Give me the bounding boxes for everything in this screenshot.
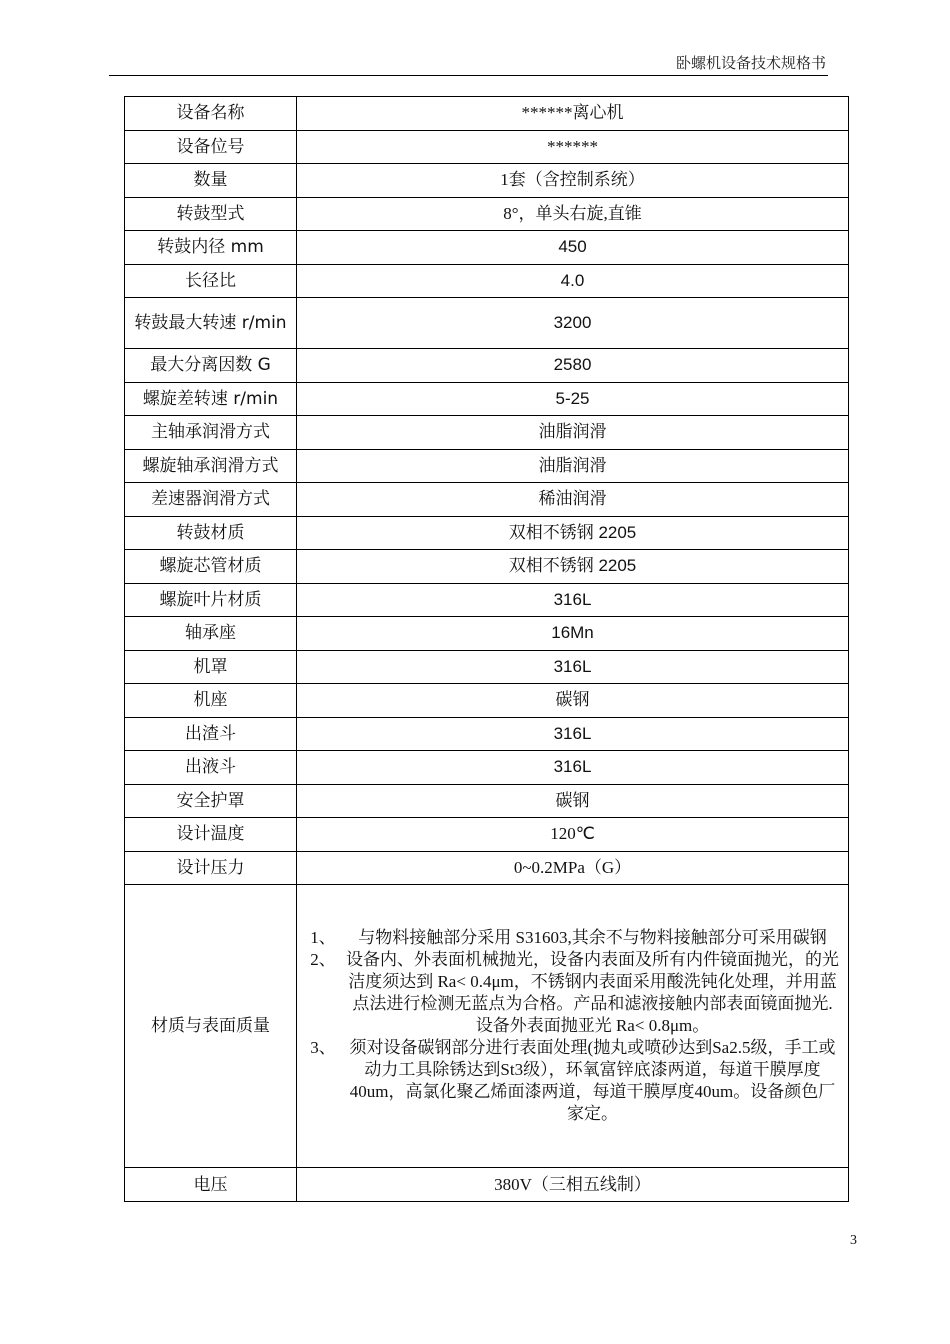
- materials-notes: [297, 885, 849, 1168]
- row-value: 0~0.2MPa（G）: [297, 851, 849, 885]
- table-row: [125, 382, 849, 416]
- table-row: [125, 197, 849, 231]
- row-value: 316L: [297, 650, 849, 684]
- row-value: 3200: [297, 298, 849, 349]
- table-row: [125, 818, 849, 852]
- document-header-title: 卧螺机设备技术规格书: [675, 54, 826, 72]
- note-item: [303, 927, 842, 949]
- row-value: 碳钢: [297, 684, 849, 718]
- table-row: [125, 449, 849, 483]
- note-text: 设备内、外表面机械抛光，设备内表面及所有内件镜面抛光，的光洁度须达到 Ra< 0.4μm，不锈钢内表面采用酸洗钝化处理，并用蓝点法进行检测无蓝点为合格。产品和滤液接触内部表面镜面抛光. 设备外表面抛亚光 Ra< 0.8μm。: [346, 950, 839, 1035]
- row-value: ******离心机: [297, 97, 849, 131]
- table-row: [125, 617, 849, 651]
- table-row: [125, 1168, 849, 1202]
- note-text: 须对设备碳钢部分进行表面处理(抛丸或喷砂达到Sa2.5级，手工或动力工具除锈达到St3级），环氧富锌底漆两道，每道干膜厚度40um，高氯化聚乙烯面漆两道，每道干膜厚度40um。设备颜色厂家定。: [349, 1038, 836, 1123]
- table-row: [125, 717, 849, 751]
- row-label: 主轴承润滑方式: [125, 416, 297, 450]
- row-label: 安全护罩: [125, 784, 297, 818]
- table-row: [125, 416, 849, 450]
- row-value: 16Mn: [297, 617, 849, 651]
- table-row: [125, 483, 849, 517]
- table-row: [125, 264, 849, 298]
- row-value: 稀油润滑: [297, 483, 849, 517]
- row-label: 材质与表面质量: [125, 885, 297, 1168]
- row-label: 螺旋芯管材质: [125, 550, 297, 584]
- table-row: [125, 650, 849, 684]
- row-value: 380V（三相五线制）: [297, 1168, 849, 1202]
- row-value: 碳钢: [297, 784, 849, 818]
- row-label: 螺旋差转速 r/min: [125, 382, 297, 416]
- row-value: 油脂润滑: [297, 449, 849, 483]
- table-row: [125, 751, 849, 785]
- row-value: 1套（含控制系统）: [297, 164, 849, 198]
- row-value: 316L: [297, 717, 849, 751]
- row-label: 电压: [125, 1168, 297, 1202]
- row-label: 转鼓最大转速 r/min: [125, 298, 297, 349]
- row-label: 最大分离因数 G: [125, 349, 297, 383]
- row-label: 设备名称: [125, 97, 297, 131]
- row-label: 螺旋轴承润滑方式: [125, 449, 297, 483]
- row-value: 120℃: [297, 818, 849, 852]
- row-label: 数量: [125, 164, 297, 198]
- note-number: 3、: [310, 1038, 336, 1057]
- row-value: 5-25: [297, 382, 849, 416]
- row-value: 316L: [297, 583, 849, 617]
- table-row: [125, 130, 849, 164]
- row-label: 出渣斗: [125, 717, 297, 751]
- table-row: [125, 516, 849, 550]
- table-row: [125, 583, 849, 617]
- table-row: [125, 550, 849, 584]
- note-number: 2、: [310, 950, 336, 969]
- row-label: 设计温度: [125, 818, 297, 852]
- row-label: 轴承座: [125, 617, 297, 651]
- row-label: 差速器润滑方式: [125, 483, 297, 517]
- table-row: [125, 851, 849, 885]
- table-row: [125, 164, 849, 198]
- row-label: 转鼓内径 mm: [125, 231, 297, 265]
- table-row: [125, 349, 849, 383]
- row-value: 双相不锈钢 2205: [297, 516, 849, 550]
- table-row-materials: [125, 885, 849, 1168]
- row-value: ******: [297, 130, 849, 164]
- note-number: 1、: [310, 928, 336, 947]
- row-value: 8°，单头右旋,直锥: [297, 197, 849, 231]
- row-label: 机罩: [125, 650, 297, 684]
- row-label: 转鼓材质: [125, 516, 297, 550]
- row-label: 螺旋叶片材质: [125, 583, 297, 617]
- note-item: [303, 949, 842, 1037]
- row-value: 316L: [297, 751, 849, 785]
- row-label: 设计压力: [125, 851, 297, 885]
- row-value: 双相不锈钢 2205: [297, 550, 849, 584]
- note-text: 与物料接触部分采用 S31603,其余不与物料接触部分可采用碳钢: [358, 928, 827, 947]
- row-value: 2580: [297, 349, 849, 383]
- row-label: 出液斗: [125, 751, 297, 785]
- spec-table: [124, 96, 849, 1202]
- row-value: 450: [297, 231, 849, 265]
- row-label: 机座: [125, 684, 297, 718]
- page-number: 3: [850, 1233, 857, 1248]
- table-row: [125, 97, 849, 131]
- row-label: 转鼓型式: [125, 197, 297, 231]
- table-row: [125, 231, 849, 265]
- header-divider: [109, 75, 828, 76]
- row-label: 长径比: [125, 264, 297, 298]
- note-item: [303, 1037, 842, 1125]
- table-row: [125, 298, 849, 349]
- table-row: [125, 684, 849, 718]
- table-row: [125, 784, 849, 818]
- row-value: 4.0: [297, 264, 849, 298]
- row-value: 油脂润滑: [297, 416, 849, 450]
- row-label: 设备位号: [125, 130, 297, 164]
